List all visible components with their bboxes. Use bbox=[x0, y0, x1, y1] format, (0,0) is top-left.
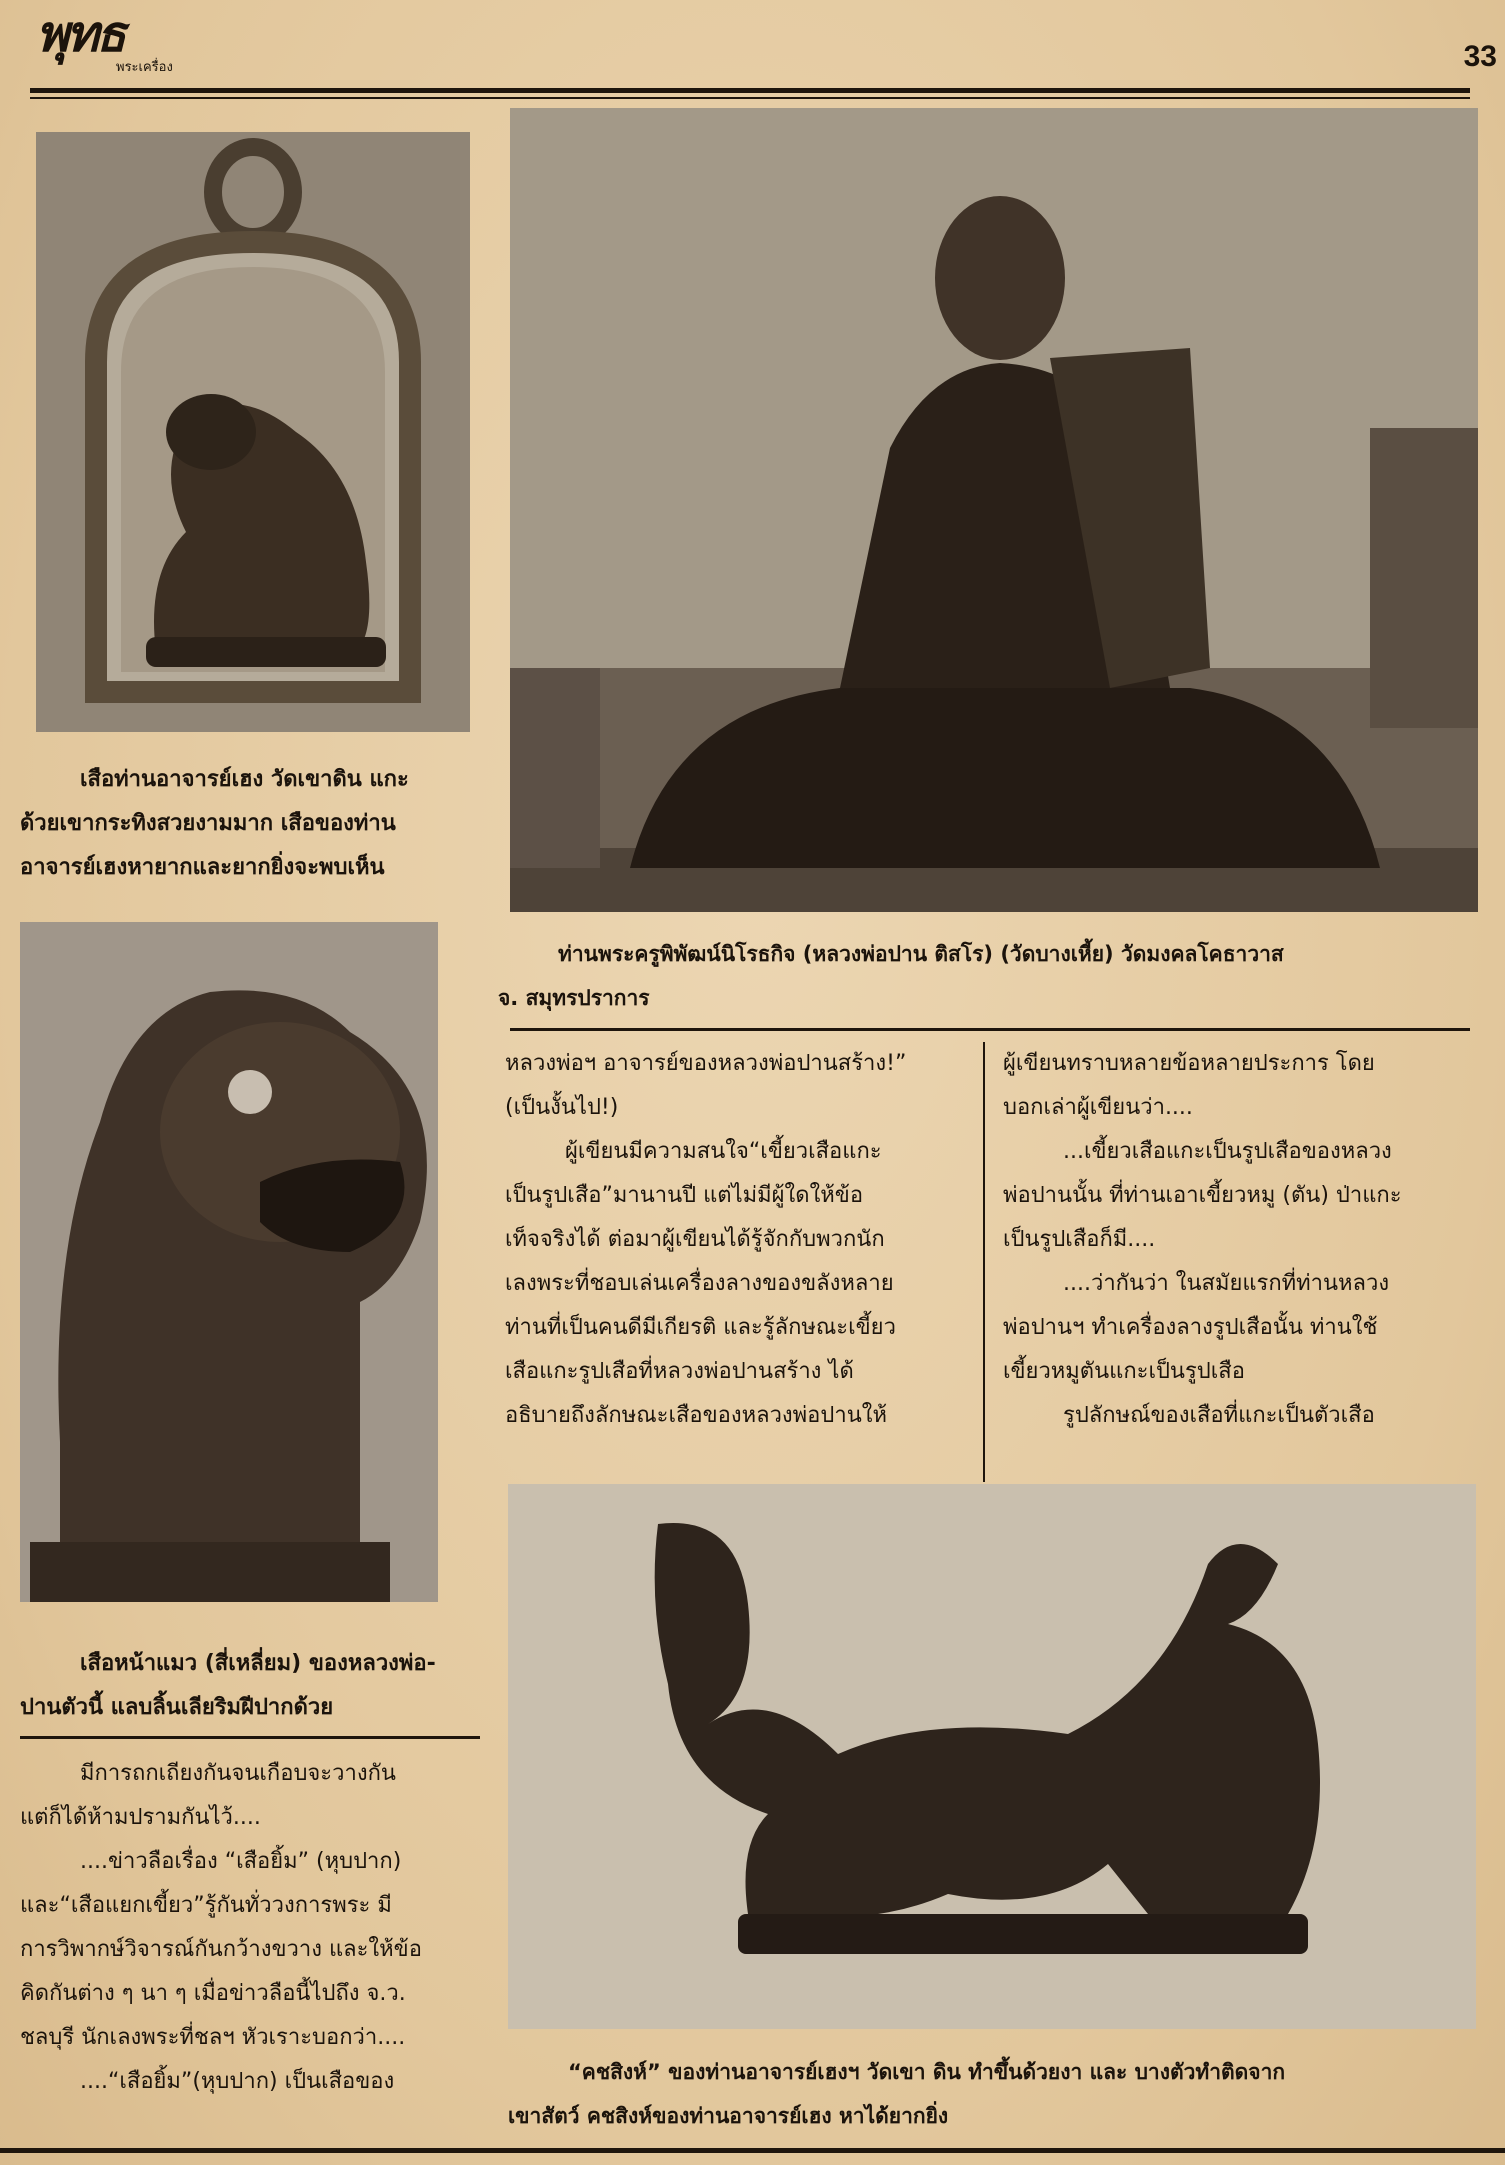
column-divider bbox=[983, 1042, 985, 1482]
article-line: หลวงพ่อฯ อาจารย์ของหลวงพ่อปานสร้าง!” bbox=[505, 1051, 907, 1076]
article-line: บอกเล่าผู้เขียนว่า.... bbox=[1003, 1095, 1193, 1120]
logo-subtext: พระเครื่อง bbox=[116, 60, 173, 75]
article-line: อธิบายถึงลักษณะเสือของหลวงพ่อปานให้ bbox=[505, 1403, 887, 1428]
monk-portrait-image bbox=[510, 108, 1478, 912]
caption-line: เสือท่านอาจารย์เฮง วัดเขาดิน แกะ bbox=[80, 767, 409, 792]
section-rule bbox=[20, 1736, 480, 1739]
article-line: เขี้ยวหมูตันแกะเป็นรูปเสือ bbox=[1003, 1359, 1245, 1384]
article-line: และ“เสือแยกเขี้ยว”รู้กันทั่ววงการพระ มี bbox=[20, 1893, 392, 1918]
article-line: แต่ก็ได้ห้ามปรามกันไว้.... bbox=[20, 1805, 261, 1830]
cat-face-tiger-image bbox=[20, 922, 438, 1602]
article-line: เท็จจริงได้ ต่อมาผู้เขียนได้รู้จักกับพวกนัก bbox=[505, 1227, 885, 1252]
article-right-column bbox=[1003, 1042, 1402, 1438]
article-line: คิดกันต่าง ๆ นา ๆ เมื่อข่าวลือนี้ไปถึง จ.ว. bbox=[20, 1981, 406, 2006]
kotchasi-caption bbox=[508, 2050, 1285, 2138]
kotchasi-photo bbox=[508, 1484, 1476, 2029]
article-line: เป็นรูปเสือก็มี.... bbox=[1003, 1227, 1156, 1252]
monk-portrait-photo bbox=[510, 108, 1478, 912]
article-middle-column bbox=[505, 1042, 906, 1438]
caption-line: เสือหน้าแมว (สี่เหลี่ยม) ของหลวงพ่อ- bbox=[80, 1651, 436, 1676]
article-line: เสือแกะรูปเสือที่หลวงพ่อปานสร้าง ได้ bbox=[505, 1359, 854, 1384]
article-line: รูปลักษณ์ของเสือที่แกะเป็นตัวเสือ bbox=[1063, 1403, 1375, 1428]
kotchasi-image bbox=[508, 1484, 1476, 2029]
article-line: ....ว่ากันว่า ในสมัยแรกที่ท่านหลวง bbox=[1063, 1271, 1390, 1296]
article-line: ผู้เขียนมีความสนใจ“เขี้ยวเสือแกะ bbox=[565, 1139, 882, 1164]
cat-face-tiger-caption bbox=[20, 1642, 436, 1730]
article-line: พ่อปานฯ ทำเครื่องลางรูปเสือนั้น ท่านใช้ bbox=[1003, 1315, 1378, 1340]
cat-face-tiger-photo bbox=[20, 922, 438, 1602]
article-left-column bbox=[20, 1752, 422, 2104]
tiger-amulet-caption bbox=[20, 758, 409, 890]
article-line: (เป็นงั้นไป!) bbox=[505, 1095, 619, 1120]
header-rule bbox=[30, 88, 1470, 93]
article-line: ....“เสือยิ้ม”(หุบปาก) เป็นเสือของ bbox=[80, 2069, 395, 2094]
page-number: 33 bbox=[1463, 40, 1497, 73]
magazine-logo bbox=[36, 5, 186, 75]
article-line: ผู้เขียนทราบหลายข้อหลายประการ โดย bbox=[1003, 1051, 1375, 1076]
article-line: เป็นรูปเสือ”มานานปี แต่ไม่มีผู้ใดให้ข้อ bbox=[505, 1183, 864, 1208]
header-rule-thin bbox=[30, 97, 1470, 99]
logo-text: พุทธ bbox=[36, 5, 124, 63]
article-line: ท่านที่เป็นคนดีมีเกียรติ และรู้ลักษณะเขี้ยว bbox=[505, 1315, 896, 1340]
article-line: ชลบุรี นักเลงพระที่ชลฯ หัวเราะบอกว่า.... bbox=[20, 2025, 406, 2050]
caption-line: จ. สมุทรปราการ bbox=[498, 986, 650, 1010]
article-line: มีการถกเถียงกันจนเกือบจะวางกัน bbox=[80, 1761, 396, 1786]
article-line: พ่อปานนั้น ที่ท่านเอาเขี้ยวหมู (ตัน) ป่าแกะ bbox=[1003, 1183, 1402, 1208]
caption-line: “คชสิงห์” ของท่านอาจารย์เฮงฯ วัดเขา ดิน ทำขึ้นด้วยงา และ บางตัวทำติดจาก bbox=[568, 2060, 1286, 2084]
caption-line: เขาสัตว์ คชสิงห์ของท่านอาจารย์เฮง หาได้ยากยิ่ง bbox=[508, 2104, 949, 2128]
caption-line: ด้วยเขากระทิงสวยงามมาก เสือของท่าน bbox=[20, 811, 396, 836]
article-line: ...เขี้ยวเสือแกะเป็นรูปเสือของหลวง bbox=[1063, 1139, 1392, 1164]
caption-line: อาจารย์เฮงหายากและยากยิ่งจะพบเห็น bbox=[20, 855, 385, 880]
footer-rule bbox=[0, 2148, 1505, 2153]
article-line: ....ข่าวลือเรื่อง “เสือยิ้ม” (หุบปาก) bbox=[80, 1849, 402, 1874]
monk-portrait-caption bbox=[498, 932, 1284, 1020]
tiger-amulet-image bbox=[36, 132, 470, 732]
article-line: การวิพากษ์วิจารณ์กันกว้างขวาง และให้ข้อ bbox=[20, 1937, 422, 1962]
caption-line: ปานตัวนี้ แลบลิ้นเลียริมฝีปากด้วย bbox=[20, 1695, 334, 1720]
article-line: เลงพระที่ชอบเล่นเครื่องลางของขลังหลาย bbox=[505, 1271, 894, 1296]
section-rule bbox=[510, 1028, 1470, 1031]
caption-line: ท่านพระครูพิพัฒน์นิโรธกิจ (หลวงพ่อปาน ติสโร) (วัดบางเหี้ย) วัดมงคลโคธาวาส bbox=[558, 942, 1284, 966]
tiger-amulet-photo bbox=[36, 132, 470, 732]
